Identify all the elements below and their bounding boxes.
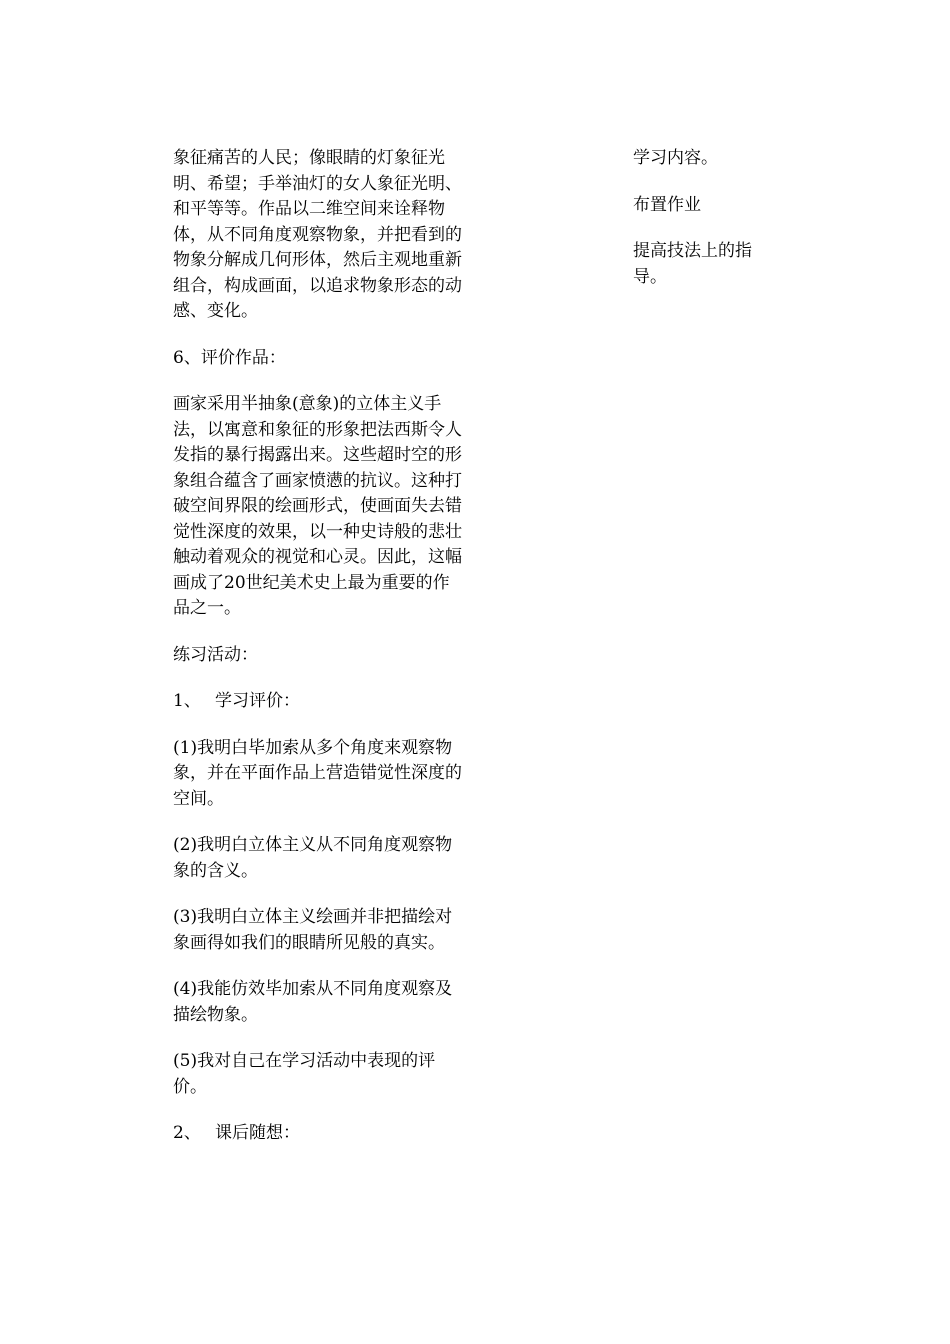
section-heading-evaluate: 6、评价作品： — [173, 347, 286, 368]
self-assessment-item-1: (1)我明白毕加索从多个角度来观察物象，并在平面作品上营造错觉性深度的空间。 — [173, 737, 462, 809]
main-content-column — [173, 146, 463, 1168]
self-assessment-item-5: (5)我对自己在学习活动中表现的评价。 — [173, 1051, 436, 1097]
practice-item-2-number: 2、 — [173, 1123, 201, 1143]
practice-item-1-text: 学习评价： — [215, 691, 300, 711]
notes-column — [633, 146, 783, 311]
practice-item-2 — [173, 1121, 463, 1147]
note-learning-content: 学习内容。 — [633, 148, 718, 168]
note-assign-homework: 布置作业 — [633, 194, 701, 215]
section-heading-practice: 练习活动： — [173, 644, 258, 665]
evaluate-paragraph: 画家采用半抽象(意象)的立体主义手法，以寓意和象征的形象把法西斯令人发指的暴行揭露出来。这些超时空的形象组合蕴含了画家愤懑的抗议。这种打破空间界限的绘画形式，使画面失去错觉性深度的效果，以一种史诗般的悲壮触动着观众的视觉和心灵。因此，这幅画成了20世纪美术史上最为重要的作品之一。 — [173, 394, 462, 618]
self-assessment-item-2: (2)我明白立体主义从不同角度观察物象的含义。 — [173, 835, 453, 881]
intro-paragraph: 象征痛苦的人民；像眼睛的灯象征光明、希望；手举油灯的女人象征光明、和平等等。作品以二维空间来诠释物体，从不同角度观察物象，并把看到的物象分解成几何形体，然后主观地重新组合，构成画面，以追求物象形态的动感、变化。 — [173, 148, 462, 321]
practice-item-1 — [173, 689, 463, 715]
self-assessment-item-3: (3)我明白立体主义绘画并非把描绘对象画得如我们的眼睛所见般的真实。 — [173, 907, 453, 953]
note-technique-guidance: 提高技法上的指导。 — [633, 241, 752, 287]
practice-item-2-text: 课后随想： — [215, 1123, 300, 1143]
self-assessment-item-4: (4)我能仿效毕加索从不同角度观察及描绘物象。 — [173, 979, 453, 1025]
practice-item-1-number: 1、 — [173, 691, 201, 711]
